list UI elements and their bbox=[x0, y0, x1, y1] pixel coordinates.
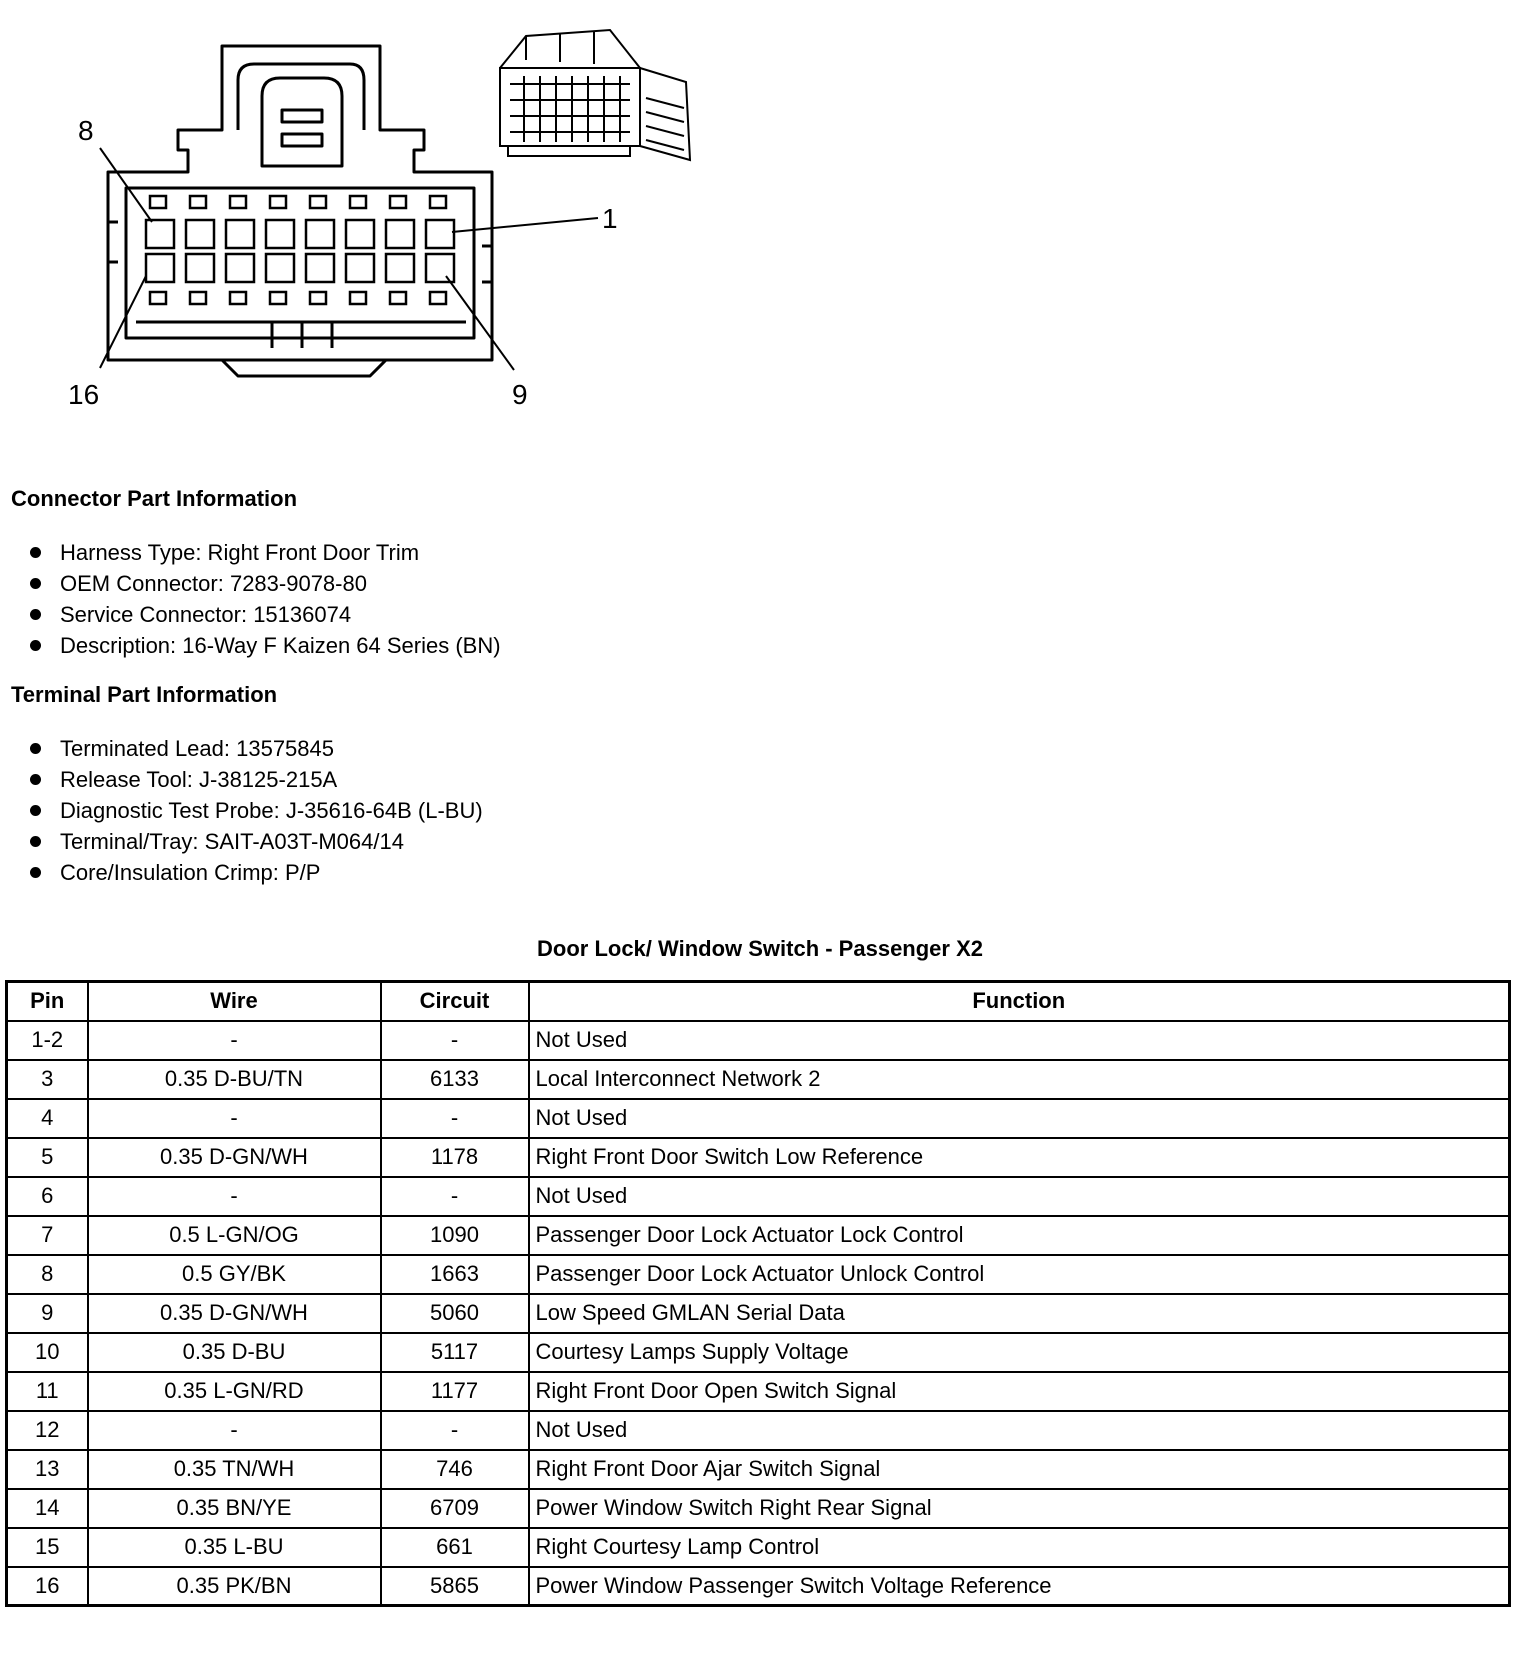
circuit-cell: - bbox=[381, 1177, 529, 1216]
bullet-icon bbox=[30, 547, 41, 558]
latch-slot bbox=[282, 110, 322, 122]
list-item: Terminated Lead: 13575845 bbox=[30, 733, 483, 764]
pin-cell: 13 bbox=[7, 1450, 88, 1489]
bullet-icon bbox=[30, 609, 41, 620]
function-cell: Courtesy Lamps Supply Voltage bbox=[529, 1333, 1510, 1372]
bullet-icon bbox=[30, 774, 41, 785]
circuit-cell: - bbox=[381, 1021, 529, 1060]
pin-cell: 4 bbox=[7, 1099, 88, 1138]
connector-bottom-key bbox=[222, 360, 386, 376]
wire-cell: 0.35 D-BU bbox=[88, 1333, 381, 1372]
table-row bbox=[7, 1372, 1510, 1411]
circuit-cell: 746 bbox=[381, 1450, 529, 1489]
connector-inner-body bbox=[126, 188, 474, 338]
list-item: Description: 16-Way F Kaizen 64 Series (BN) bbox=[30, 630, 501, 661]
function-cell: Low Speed GMLAN Serial Data bbox=[529, 1294, 1510, 1333]
function-cell: Right Front Door Ajar Switch Signal bbox=[529, 1450, 1510, 1489]
table-row bbox=[7, 1528, 1510, 1567]
wire-cell: 0.35 L-BU bbox=[88, 1528, 381, 1567]
pin-cell: 3 bbox=[7, 1060, 88, 1099]
table-row bbox=[7, 1294, 1510, 1333]
latch-slot bbox=[282, 134, 322, 146]
wire-cell: 0.35 D-GN/WH bbox=[88, 1294, 381, 1333]
pin-cell: 7 bbox=[7, 1216, 88, 1255]
pin-callout-8: 8 bbox=[78, 115, 94, 146]
function-cell: Not Used bbox=[529, 1099, 1510, 1138]
pin-cell: 11 bbox=[7, 1372, 88, 1411]
connector-diagram bbox=[0, 0, 720, 420]
column-header-function: Function bbox=[529, 982, 1510, 1021]
pin-cell: 5 bbox=[7, 1138, 88, 1177]
bullet-icon bbox=[30, 640, 41, 651]
latch-outline bbox=[238, 64, 364, 130]
circuit-cell: 5117 bbox=[381, 1333, 529, 1372]
function-cell: Right Front Door Open Switch Signal bbox=[529, 1372, 1510, 1411]
wire-cell: 0.35 L-GN/RD bbox=[88, 1372, 381, 1411]
table-row bbox=[7, 1450, 1510, 1489]
function-cell: Local Interconnect Network 2 bbox=[529, 1060, 1510, 1099]
list-item: Service Connector: 15136074 bbox=[30, 599, 501, 630]
list-item: Terminal/Tray: SAIT-A03T-M064/14 bbox=[30, 826, 483, 857]
wire-cell: - bbox=[88, 1021, 381, 1060]
table-row bbox=[7, 1255, 1510, 1294]
function-cell: Right Courtesy Lamp Control bbox=[529, 1528, 1510, 1567]
pin-cell: 15 bbox=[7, 1528, 88, 1567]
pin-callout-1: 1 bbox=[602, 203, 618, 234]
list-item: Harness Type: Right Front Door Trim bbox=[30, 537, 501, 568]
wire-cell: 0.35 TN/WH bbox=[88, 1450, 381, 1489]
list-item: OEM Connector: 7283-9078-80 bbox=[30, 568, 501, 599]
pin-cell: 10 bbox=[7, 1333, 88, 1372]
cavity-row-upper bbox=[146, 220, 454, 248]
column-header-pin: Pin bbox=[7, 982, 88, 1021]
circuit-cell: 6133 bbox=[381, 1060, 529, 1099]
wire-cell: 0.35 D-BU/TN bbox=[88, 1060, 381, 1099]
pin-cell: 8 bbox=[7, 1255, 88, 1294]
table-row bbox=[7, 1411, 1510, 1450]
table-row bbox=[7, 1138, 1510, 1177]
circuit-cell: 1663 bbox=[381, 1255, 529, 1294]
bullet-icon bbox=[30, 836, 41, 847]
list-item: Release Tool: J-38125-215A bbox=[30, 764, 483, 795]
table-row bbox=[7, 1021, 1510, 1060]
function-cell: Right Front Door Switch Low Reference bbox=[529, 1138, 1510, 1177]
circuit-cell: 661 bbox=[381, 1528, 529, 1567]
list-item: Diagnostic Test Probe: J-35616-64B (L-BU) bbox=[30, 795, 483, 826]
pin-cell: 14 bbox=[7, 1489, 88, 1528]
list-item: Core/Insulation Crimp: P/P bbox=[30, 857, 483, 888]
pin-callout-16: 16 bbox=[68, 379, 100, 410]
table-header-row bbox=[7, 982, 1510, 1021]
terminal-part-info-list bbox=[30, 733, 483, 888]
circuit-cell: 1090 bbox=[381, 1216, 529, 1255]
pinout-table-title: Door Lock/ Window Switch - Passenger X2 bbox=[537, 936, 983, 961]
table-row bbox=[7, 1177, 1510, 1216]
pin-cell: 12 bbox=[7, 1411, 88, 1450]
circuit-cell: 5865 bbox=[381, 1567, 529, 1606]
function-cell: Passenger Door Lock Actuator Lock Control bbox=[529, 1216, 1510, 1255]
wire-cell: - bbox=[88, 1411, 381, 1450]
circuit-cell: 1177 bbox=[381, 1372, 529, 1411]
table-row bbox=[7, 1489, 1510, 1528]
terminal-part-info-heading: Terminal Part Information bbox=[11, 682, 278, 707]
table-row bbox=[7, 1333, 1510, 1372]
connector-part-info-list bbox=[30, 537, 501, 661]
connector-3d-thumbnail bbox=[500, 30, 690, 160]
cavity-row-small-bottom bbox=[150, 292, 446, 304]
pin-cell: 6 bbox=[7, 1177, 88, 1216]
bullet-icon bbox=[30, 805, 41, 816]
function-cell: Power Window Passenger Switch Voltage Reference bbox=[529, 1567, 1510, 1606]
wire-cell: 0.35 PK/BN bbox=[88, 1567, 381, 1606]
function-cell: Passenger Door Lock Actuator Unlock Control bbox=[529, 1255, 1510, 1294]
function-cell: Power Window Switch Right Rear Signal bbox=[529, 1489, 1510, 1528]
wire-cell: 0.5 GY/BK bbox=[88, 1255, 381, 1294]
wire-cell: 0.35 D-GN/WH bbox=[88, 1138, 381, 1177]
connector-part-info-heading: Connector Part Information bbox=[11, 486, 298, 511]
table-row bbox=[7, 1567, 1510, 1606]
circuit-cell: 5060 bbox=[381, 1294, 529, 1333]
function-cell: Not Used bbox=[529, 1411, 1510, 1450]
pin-cell: 1-2 bbox=[7, 1021, 88, 1060]
circuit-cell: 1178 bbox=[381, 1138, 529, 1177]
pin-cell: 9 bbox=[7, 1294, 88, 1333]
bullet-icon bbox=[30, 743, 41, 754]
bullet-icon bbox=[30, 578, 41, 589]
wire-cell: - bbox=[88, 1177, 381, 1216]
column-header-wire: Wire bbox=[88, 982, 381, 1021]
bullet-icon bbox=[30, 867, 41, 878]
column-header-circuit: Circuit bbox=[381, 982, 529, 1021]
circuit-cell: - bbox=[381, 1411, 529, 1450]
table-row bbox=[7, 1216, 1510, 1255]
wire-cell: - bbox=[88, 1099, 381, 1138]
pinout-table bbox=[5, 980, 1511, 1607]
function-cell: Not Used bbox=[529, 1021, 1510, 1060]
circuit-cell: - bbox=[381, 1099, 529, 1138]
pin-callout-9: 9 bbox=[512, 379, 528, 410]
cavity-row-lower bbox=[146, 254, 454, 282]
circuit-cell: 6709 bbox=[381, 1489, 529, 1528]
terminal-cavities bbox=[146, 196, 454, 304]
function-cell: Not Used bbox=[529, 1177, 1510, 1216]
table-row bbox=[7, 1099, 1510, 1138]
wire-cell: 0.5 L-GN/OG bbox=[88, 1216, 381, 1255]
cavity-row-small-top bbox=[150, 196, 446, 208]
pin-cell: 16 bbox=[7, 1567, 88, 1606]
table-row bbox=[7, 1060, 1510, 1099]
wire-cell: 0.35 BN/YE bbox=[88, 1489, 381, 1528]
